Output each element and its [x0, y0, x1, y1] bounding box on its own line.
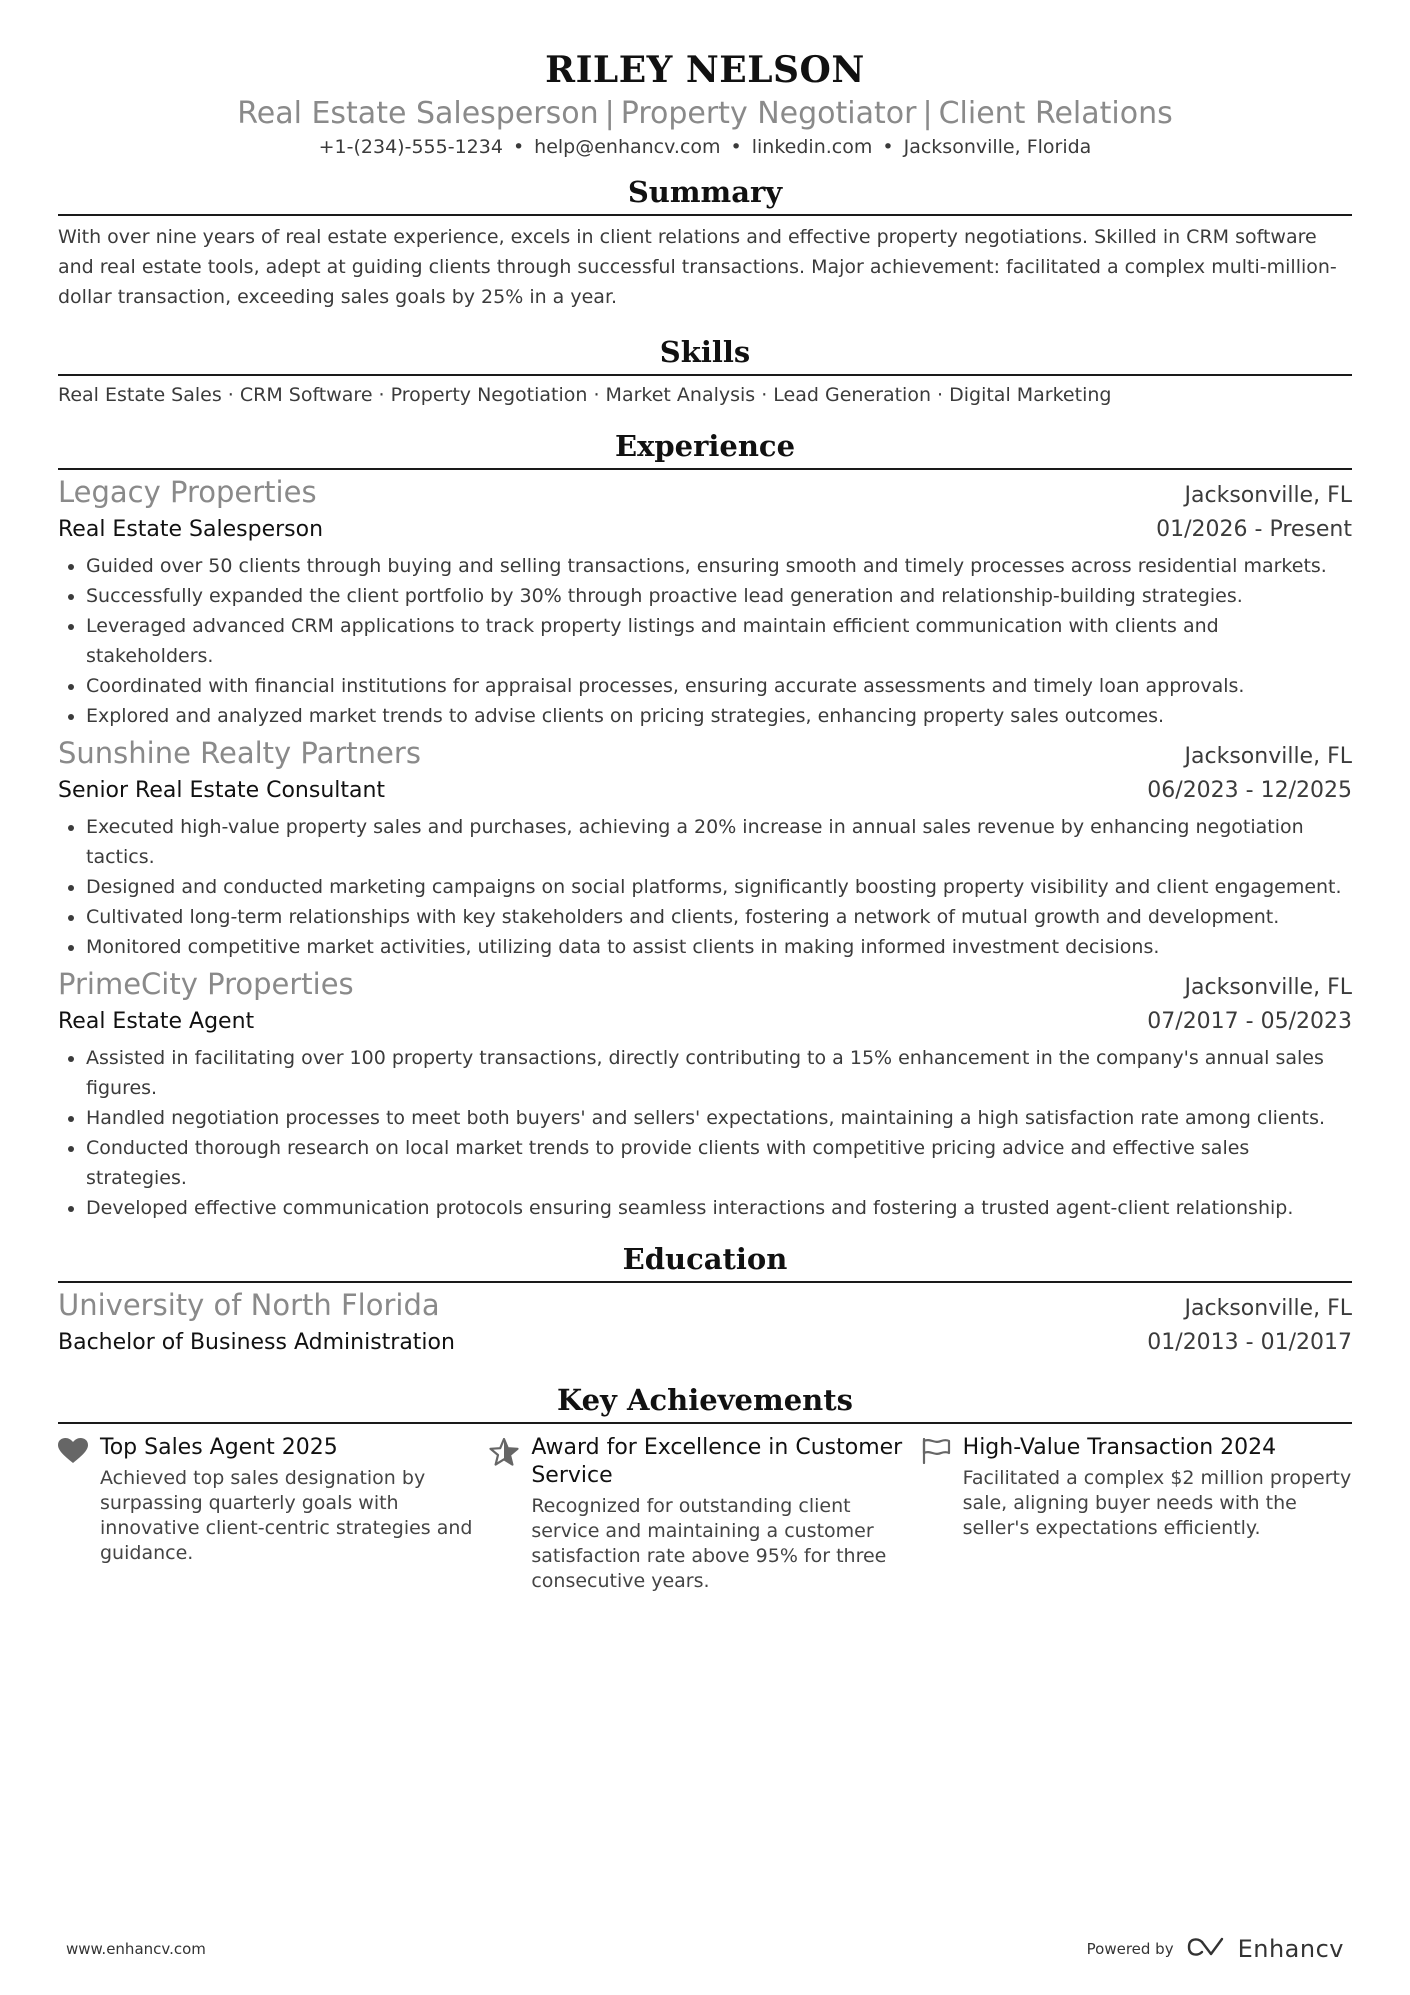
job-title: Real Estate Salesperson: [58, 517, 324, 542]
achievements-grid: [58, 1434, 1352, 1594]
list-item: • Handled negotiation processes to meet both buyers' and sellers' expectations, maintaining a high satisfaction rate among clients.: [86, 1103, 1352, 1133]
skills-list: Real Estate Sales · CRM Software · Property Negotiation · Market Analysis · Lead Generation · Digital Marketing: [58, 384, 1112, 406]
achievement-title: Award for Excellence in Customer Service: [531, 1435, 903, 1488]
contact-separator: •: [882, 136, 894, 158]
job-bullets: [58, 551, 1352, 731]
skills-section: [58, 332, 1352, 410]
enhancv-logo-icon: [1186, 1936, 1226, 1962]
list-item: • Monitored competitive market activities, utilizing data to assist clients in making informed investment decisions.: [86, 932, 1352, 962]
job-location: Jacksonville, FL: [1184, 744, 1352, 769]
job-dates: 01/2026 - Present: [1156, 517, 1352, 542]
school-name: University of North Florida: [58, 1288, 440, 1322]
candidate-name: RILEY NELSON: [545, 49, 865, 91]
list-item: • Assisted in facilitating over 100 property transactions, directly contributing to a 15% enhancement in the company's annual sales figures.: [86, 1043, 1352, 1103]
company-name: PrimeCity Properties: [58, 967, 354, 1001]
list-item: • Coordinated with financial institutions for appraisal processes, ensuring accurate assessments and timely loan approvals.: [86, 671, 1352, 701]
achievement-desc: Facilitated a complex $2 million property sale, aligning buyer needs with the seller's expectations efficiently.: [962, 1467, 1352, 1539]
degree: Bachelor of Business Administration: [58, 1330, 455, 1355]
footer-branding: [1087, 1935, 1344, 1963]
experience-section: [58, 426, 1352, 1223]
list-item: • Cultivated long-term relationships with key stakeholders and clients, fostering a network of mutual growth and development.: [86, 902, 1352, 932]
list-item: • Successfully expanded the client portfolio by 30% through proactive lead generation and relationship-building strategies.: [86, 581, 1352, 611]
headline-item: Client Relations: [938, 96, 1173, 131]
achievement-desc: Recognized for outstanding client service and maintaining a customer satisfaction rate above 95% for three consecutive years.: [531, 1495, 887, 1592]
section-title-achievements: Key Achievements: [58, 1380, 1352, 1424]
job-entry: [58, 735, 1352, 962]
heart-icon: [58, 1434, 100, 1594]
footer-url-link[interactable]: www.enhancv.com: [66, 1940, 206, 1958]
section-title-skills: Skills: [58, 332, 1352, 376]
education-section: [58, 1239, 1352, 1360]
resume-header: [58, 0, 1352, 160]
job-location: Jacksonville, FL: [1184, 483, 1352, 508]
education-entry: [58, 1287, 1352, 1360]
linkedin-link[interactable]: linkedin.com: [751, 136, 873, 158]
section-title-experience: Experience: [58, 426, 1352, 470]
achievement-item: [921, 1434, 1352, 1594]
list-item: • Leveraged advanced CRM applications to track property listings and maintain efficient communication with clients and stakeholders.: [86, 611, 1352, 671]
summary-section: [58, 172, 1352, 312]
list-item: • Executed high-value property sales and purchases, achieving a 20% increase in annual sales revenue by enhancing negotiation tactics.: [86, 812, 1352, 872]
job-entry: [58, 966, 1352, 1223]
job-dates: 06/2023 - 12/2025: [1147, 778, 1352, 803]
job-bullets: [58, 1043, 1352, 1223]
headline-separator: |: [604, 96, 615, 131]
section-title-summary: Summary: [58, 172, 1352, 216]
achievement-item: [489, 1434, 920, 1594]
achievement-desc: Achieved top sales designation by surpassing quarterly goals with innovative client-centric strategies and guidance.: [100, 1467, 473, 1564]
job-title: Real Estate Agent: [58, 1009, 255, 1034]
company-name: Legacy Properties: [58, 475, 317, 509]
page-footer: [66, 1935, 1344, 1963]
contact-separator: •: [512, 136, 525, 158]
achievements-section: [58, 1380, 1352, 1594]
star-icon: [489, 1434, 531, 1594]
phone[interactable]: +1-(234)-555-1234: [318, 136, 503, 158]
school-location: Jacksonville, FL: [1184, 1296, 1352, 1321]
list-item: • Conducted thorough research on local market trends to provide clients with competitive pricing advice and effective sales strategies.: [86, 1133, 1352, 1193]
headline: [58, 94, 1352, 134]
contact-line: [58, 134, 1352, 160]
headline-item: Real Estate Salesperson: [237, 96, 599, 131]
powered-by-label: Powered by: [1086, 1940, 1174, 1958]
list-item: • Guided over 50 clients through buying and selling transactions, ensuring smooth and timely processes across residential markets.: [86, 551, 1352, 581]
flag-icon: [921, 1434, 963, 1594]
brand-name: Enhancv: [1237, 1935, 1344, 1963]
education-dates: 01/2013 - 01/2017: [1147, 1330, 1352, 1355]
contact-separator: •: [730, 136, 742, 158]
headline-separator: |: [922, 96, 933, 131]
list-item: • Designed and conducted marketing campaigns on social platforms, significantly boosting property visibility and client engagement.: [86, 872, 1352, 902]
job-location: Jacksonville, FL: [1184, 975, 1352, 1000]
job-title: Senior Real Estate Consultant: [58, 778, 386, 803]
achievement-item: [58, 1434, 489, 1594]
achievement-title: High-Value Transaction 2024: [962, 1435, 1277, 1460]
location: Jacksonville, Florida: [903, 136, 1092, 158]
email[interactable]: help@enhancv.com: [534, 136, 721, 158]
job-dates: 07/2017 - 05/2023: [1147, 1009, 1352, 1034]
company-name: Sunshine Realty Partners: [58, 736, 421, 770]
job-entry: [58, 474, 1352, 731]
achievement-title: Top Sales Agent 2025: [100, 1435, 338, 1460]
list-item: • Explored and analyzed market trends to advise clients on pricing strategies, enhancing property sales outcomes.: [86, 701, 1352, 731]
list-item: • Developed effective communication protocols ensuring seamless interactions and fostering a trusted agent-client relationship.: [86, 1193, 1352, 1223]
summary-text: With over nine years of real estate experience, excels in client relations and effective property negotiations. Skilled in CRM software and real estate tools, adept at guiding clients through successful transactions. Major achievement: facilitated a complex multi-million-dollar transaction, exceeding sales goals by 25% in a year.: [58, 226, 1337, 308]
job-bullets: [58, 812, 1352, 962]
headline-item: Property Negotiator: [620, 96, 917, 131]
section-title-education: Education: [58, 1239, 1352, 1283]
